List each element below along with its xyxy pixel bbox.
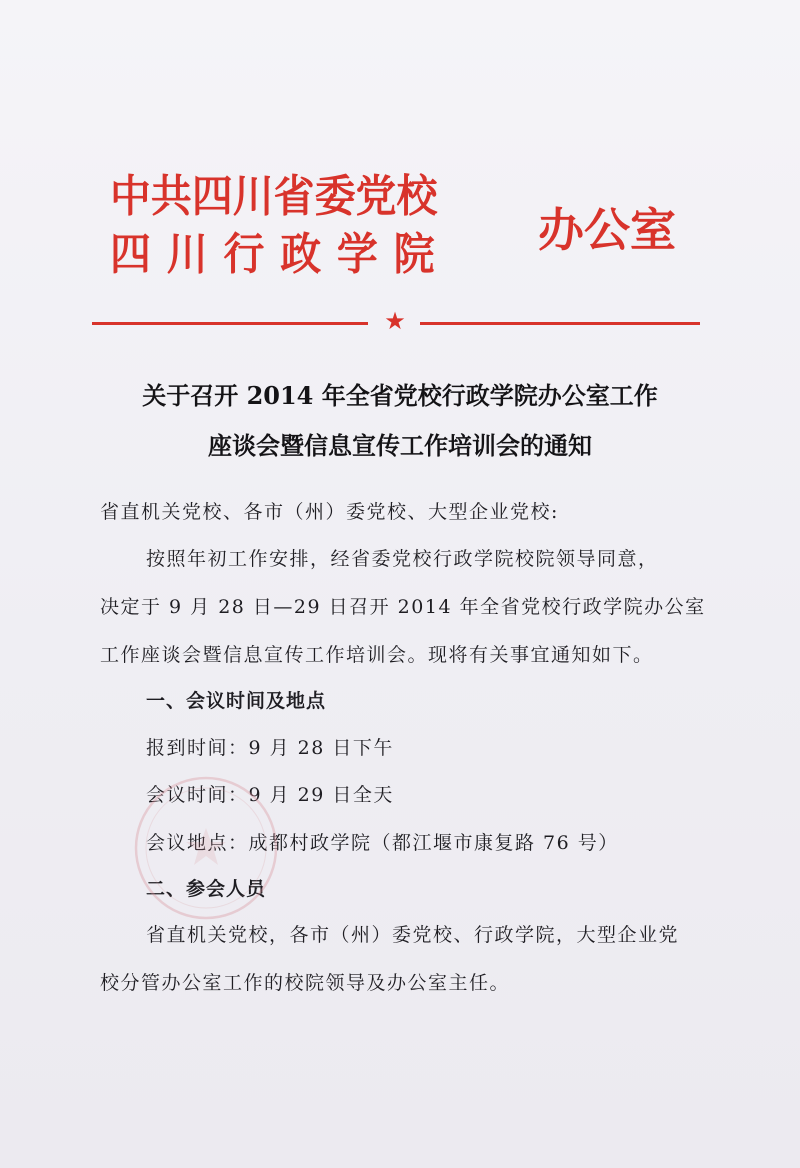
attendees-line-1: 省直机关党校，各市（州）委党校、行政学院，大型企业党 xyxy=(146,924,680,946)
section-2-heading: 二、参会人员 xyxy=(146,878,267,900)
letterhead-org-line-1: 中共四川省委党校 xyxy=(110,171,438,222)
attendees-line-2: 校分管办公室工作的校院领导及办公室主任。 xyxy=(100,972,511,994)
meeting-time: 会议时间：9 月 29 日全天 xyxy=(146,784,394,806)
letterhead xyxy=(100,160,700,280)
paragraph-1-line-2: 决定于 9 月 28 日—29 日召开 2014 年全省党校行政学院办公室 xyxy=(100,596,706,618)
seal-stamp xyxy=(128,770,284,926)
notice-title-line-2: 座谈会暨信息宣传工作培训会的通知 xyxy=(208,431,592,460)
paragraph-1-line-1: 按照年初工作安排，经省委党校行政学院校院领导同意， xyxy=(146,548,659,570)
letterhead-office-label: 办公室 xyxy=(538,203,676,257)
salutation: 省直机关党校、各市（州）委党校、大型企业党校: xyxy=(100,501,559,523)
checkin-time: 报到时间：9 月 28 日下午 xyxy=(146,737,394,759)
star-icon: ★ xyxy=(384,307,406,335)
notice-title-line-1: 关于召开 2014 年全省党校行政学院办公室工作 xyxy=(142,381,658,410)
letterhead-org-line-2: 四川行政学院 xyxy=(110,229,451,280)
paragraph-1-line-3: 工作座谈会暨信息宣传工作培训会。现将有关事宜通知如下。 xyxy=(100,644,654,666)
section-1-heading: 一、会议时间及地点 xyxy=(146,690,327,712)
letterhead-rule-left xyxy=(92,322,368,325)
letterhead-rule-right xyxy=(420,322,700,325)
meeting-place: 会议地点：成都村政学院（都江堰市康复路 76 号） xyxy=(146,832,619,854)
